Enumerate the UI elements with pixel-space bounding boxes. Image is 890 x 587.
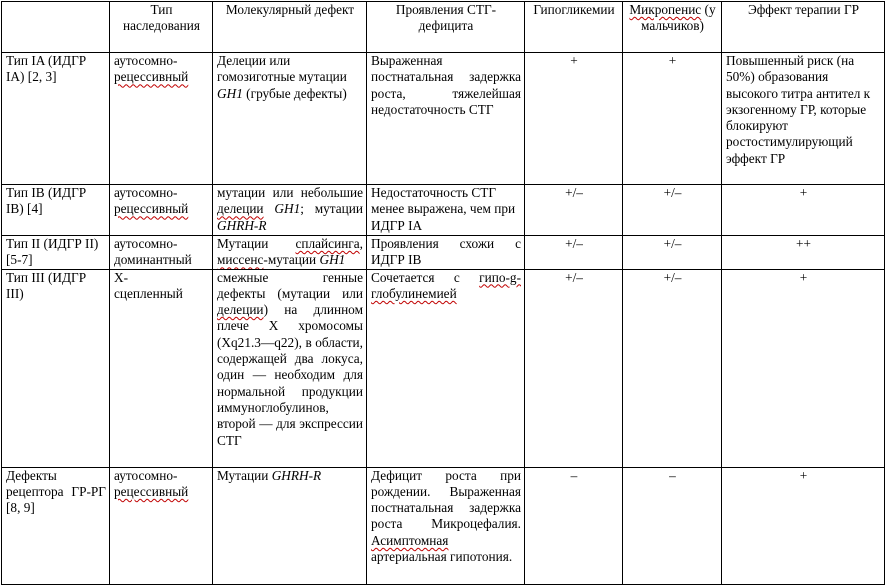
- cell-micropenis: +/–: [623, 269, 722, 467]
- defect-gene: GH1: [319, 252, 346, 268]
- inheritance-part-1: X-: [114, 269, 129, 285]
- header-therapy: Эффект терапии ГР: [722, 2, 885, 53]
- defect-part-1: смежные генные дефекты (мутации или: [217, 269, 363, 301]
- table-row: [2, 185, 885, 236]
- cell-defect: [213, 236, 367, 270]
- cell-hypoglycemia: +/–: [525, 269, 623, 467]
- header-defect: Молекулярный дефект: [213, 2, 367, 53]
- cell-micropenis: +: [623, 53, 722, 185]
- cell-type: Дефекты рецептора ГР-РГ [8, 9]: [2, 467, 110, 584]
- cell-inheritance: [110, 185, 213, 236]
- inheritance-part-1: аутосомно-: [114, 467, 178, 483]
- cell-manifestations: Проявления схожи с ИДГР IB: [367, 236, 525, 270]
- cell-inheritance: [110, 269, 213, 467]
- table-row: [2, 269, 885, 467]
- table-row: [2, 467, 885, 584]
- cell-defect: [213, 185, 367, 236]
- defect-gene: GH1: [274, 201, 301, 217]
- cell-inheritance: [110, 467, 213, 584]
- header-type: [2, 2, 110, 53]
- cell-manifestations: [367, 269, 525, 467]
- defect-part-4: (грубые дефекты): [242, 85, 347, 101]
- manifestations-part-2: Асимптомная: [371, 532, 449, 548]
- cell-therapy: +: [722, 185, 885, 236]
- inheritance-part-1: аутосомно-: [114, 53, 178, 68]
- gh-deficiency-table: [1, 1, 885, 585]
- defect-part-1: Мутации: [217, 467, 272, 483]
- cell-defect: [213, 467, 367, 584]
- header-manifestations: Проявления СТГ-дефицита: [367, 2, 525, 53]
- inheritance-part-2: сцепленный: [114, 285, 183, 301]
- cell-type: Тип II (ИДГР II) [5-7]: [2, 236, 110, 270]
- defect-gene: GH1: [217, 85, 243, 101]
- inheritance-part-2: рецессивный: [114, 483, 189, 499]
- defect-part-4: миссенс: [217, 252, 264, 268]
- cell-micropenis: +/–: [623, 185, 722, 236]
- cell-type: Тип IB (ИДГР IB) [4]: [2, 185, 110, 236]
- defect-part-3: ) на длинном плече X хромосомы (Xq21.3—q22), в области, содержащей два локуса, один — необходим для нормальной продукции иммуноглобулинов, второй — для экспрессии СТГ: [217, 302, 363, 448]
- defect-part-2: сплайсинга: [295, 236, 360, 251]
- cell-therapy: +: [722, 269, 885, 467]
- header-row: [2, 2, 885, 53]
- manifestations-part-3: артериальная гипотония.: [371, 549, 513, 565]
- micropenis-rest: (у мальчиков): [641, 2, 716, 34]
- defect-part-5: -мутации: [263, 252, 320, 268]
- inheritance-part-1: аутосомно-: [114, 185, 178, 200]
- header-micropenis: [623, 2, 722, 53]
- cell-hypoglycemia: –: [525, 467, 623, 584]
- cell-type: Тип IA (ИДГР IA) [2, 3]: [2, 53, 110, 185]
- manifestations-part-1: Дефицит роста при рождении. Выраженная постнатальная задержка роста Микроцефалия.: [371, 467, 521, 532]
- table-row: [2, 236, 885, 270]
- cell-manifestations: Недостаточность СТГ менее выражена, чем при ИДГР IA: [367, 185, 525, 236]
- defect-gene: GHRH-R: [271, 467, 322, 483]
- cell-therapy: +: [722, 467, 885, 584]
- defect-part-4: ; мутации: [300, 201, 363, 217]
- header-hypoglycemia: Гипогликемии: [525, 2, 623, 53]
- defect-part-2: делеции: [217, 201, 264, 217]
- defect-part-1: мутации или небольшие: [217, 185, 363, 200]
- header-inheritance: Тип наследования: [110, 2, 213, 53]
- defect-part-2: гомозиготные мутации: [217, 69, 347, 85]
- defect-part-1: Делеции или: [217, 53, 291, 68]
- table-row: [2, 53, 885, 185]
- micropenis-word: Микропенис: [629, 2, 702, 17]
- cell-manifestations: Выраженная постнатальная задержка роста, тяжелейшая недостаточность СТГ: [367, 53, 525, 185]
- cell-micropenis: –: [623, 467, 722, 584]
- document-page: [1, 1, 884, 585]
- defect-part-1: Мутации: [217, 236, 296, 251]
- defect-part-3: ,: [359, 236, 363, 251]
- cell-hypoglycemia: +/–: [525, 185, 623, 236]
- cell-type: Тип III (ИДГР III): [2, 269, 110, 467]
- defect-gene-2: GHRH-R: [217, 217, 267, 233]
- cell-therapy: Повышенный риск (на 50%) образования высокого титра антител к экзогенному ГР, которые блокируют ростостимулирующий эффект ГР: [722, 53, 885, 185]
- cell-micropenis: +/–: [623, 236, 722, 270]
- cell-hypoglycemia: +: [525, 53, 623, 185]
- cell-therapy: ++: [722, 236, 885, 270]
- cell-manifestations: [367, 467, 525, 584]
- inheritance-part-2: доминантный: [114, 252, 192, 268]
- manifestations-part-1: Сочетается с: [371, 269, 480, 285]
- cell-defect: [213, 53, 367, 185]
- cell-inheritance: [110, 236, 213, 270]
- cell-hypoglycemia: +/–: [525, 236, 623, 270]
- inheritance-part-2: рецессивный: [114, 69, 189, 85]
- inheritance-part-2: рецессивный: [114, 201, 189, 217]
- cell-defect: [213, 269, 367, 467]
- cell-inheritance: [110, 53, 213, 185]
- defect-part-2: делеции: [217, 302, 264, 318]
- inheritance-part-1: аутосомно-: [114, 236, 178, 251]
- manifestations-part-2: гипо-g-глобулинемией: [371, 269, 521, 301]
